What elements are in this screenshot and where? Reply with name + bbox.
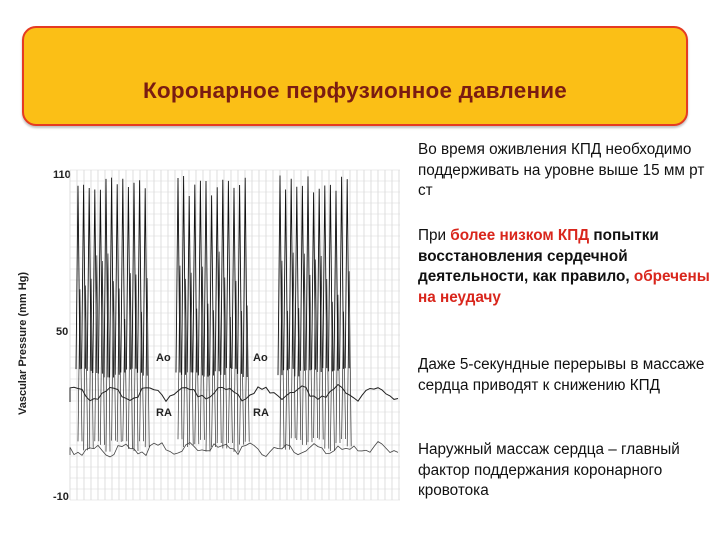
- note-cpp-threshold: Во время оживления КПД необходимо поддерживать на уровне выше 15 мм рт ст: [418, 141, 705, 199]
- tick-label-50: 50: [56, 326, 69, 338]
- note-low-cpp-failure: обречены на неудачу: [418, 268, 710, 306]
- pressure-trace-svg: [8, 140, 408, 510]
- trace-label-ao-1: Ao: [156, 352, 171, 364]
- y-axis-label: Vascular Pressure (mm Hg): [17, 271, 29, 415]
- trace-label-ra-1: RA: [156, 407, 172, 419]
- note-pauses: Даже 5-секундные перерывы в массаже сердца приводят к снижению КПД: [418, 356, 705, 394]
- tick-label-110: 110: [53, 169, 71, 181]
- title-banner: [22, 26, 688, 126]
- slide-title: Коронарное перфузионное давление: [143, 78, 567, 103]
- note-low-cpp-red: более низком КПД: [450, 227, 590, 244]
- tick-label-minus10: -10: [53, 491, 69, 503]
- note-low-cpp-pre: При: [418, 227, 451, 244]
- trace-label-ao-2: Ao: [253, 352, 268, 364]
- note-external-massage: Наружный массаж сердца – главный фактор поддержания коронарного кровотока: [418, 441, 680, 499]
- pressure-figure: [8, 140, 408, 510]
- note-low-cpp-bold: попытки восстановления сердечной деятельности, как правило,: [418, 227, 659, 285]
- trace-label-ra-2: RA: [253, 407, 269, 419]
- note-low-cpp: [418, 226, 712, 308]
